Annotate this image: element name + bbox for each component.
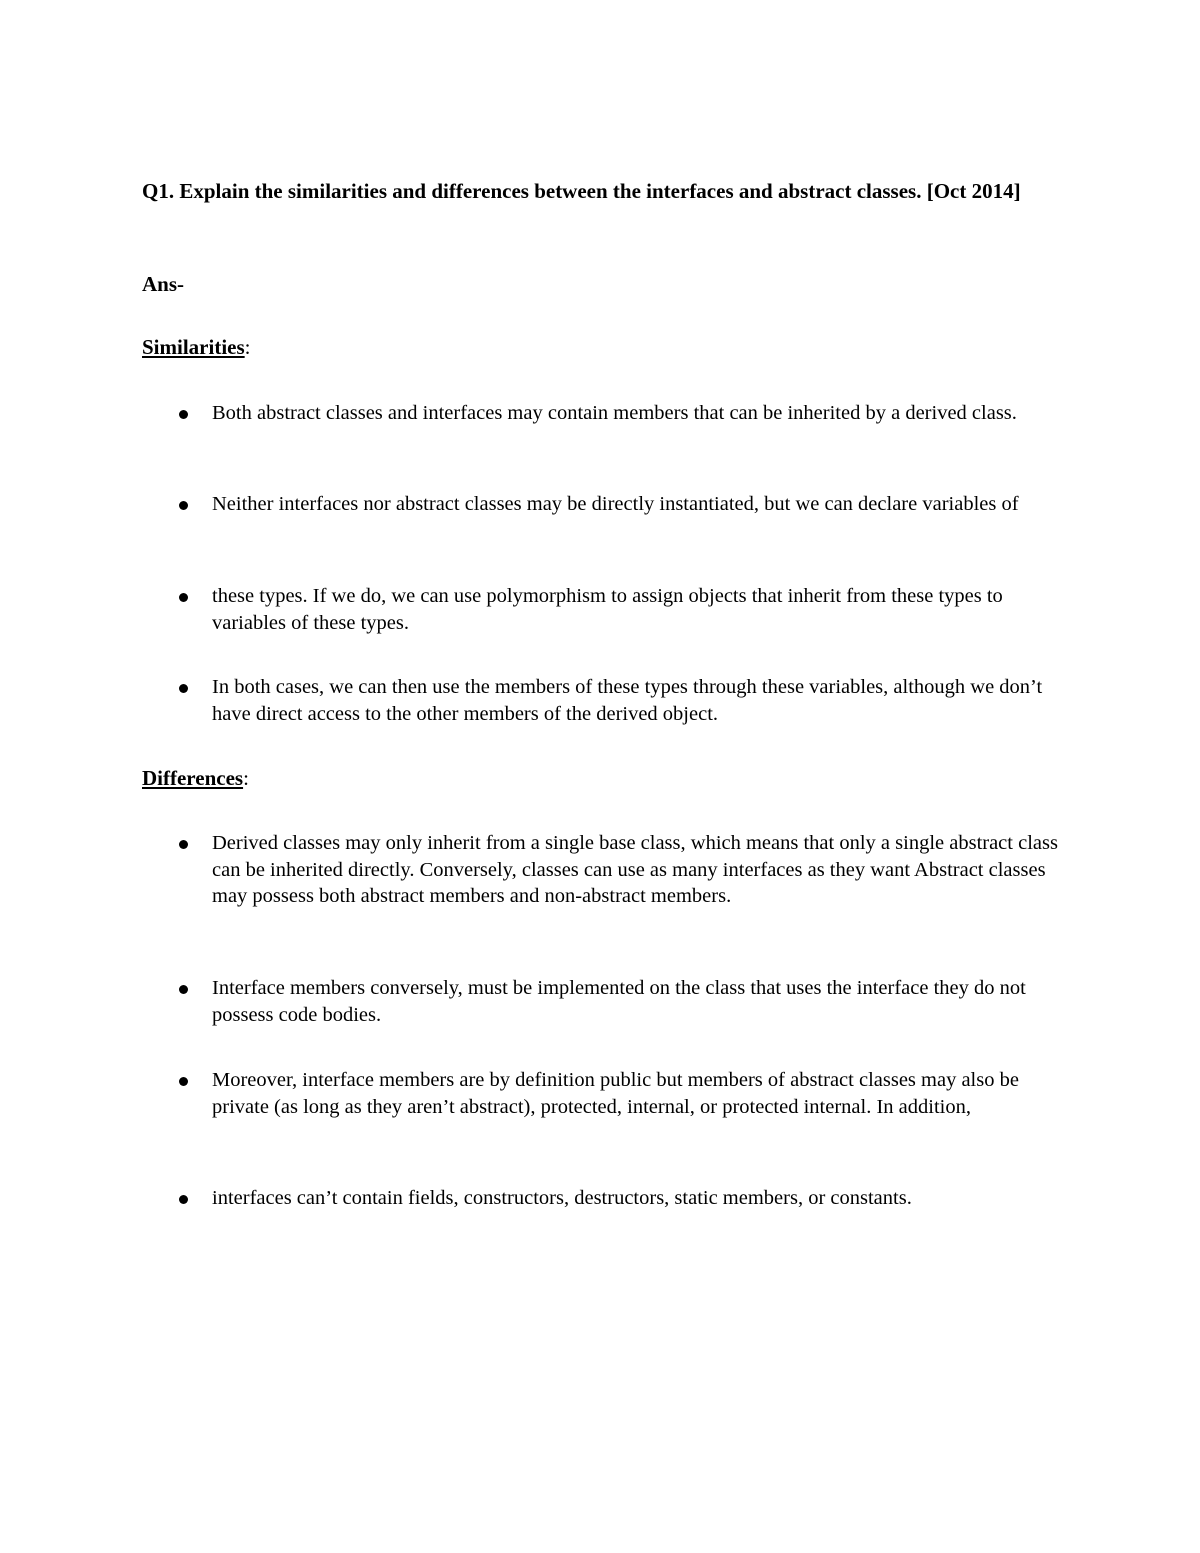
list-item-text: interfaces can’t contain fields, constructors, destructors, static members, or constants.	[212, 1187, 912, 1209]
similarities-heading-text: Similarities	[142, 335, 245, 359]
list-item-text: Interface members conversely, must be implemented on the class that uses the interface they do not possess code bodies.	[212, 977, 1026, 1026]
bullet-dot-icon	[179, 410, 188, 419]
similarities-heading	[142, 334, 251, 361]
differences-heading	[142, 765, 249, 792]
list-item-text: Both abstract classes and interfaces may contain members that can be inherited by a derived class.	[212, 402, 1017, 424]
list-item-text: In both cases, we can then use the members of these types through these variables, although we don’t have direct access to the other members of the derived object.	[212, 676, 1043, 725]
answer-label: Ans-	[142, 272, 185, 296]
bullet-dot-icon	[179, 1195, 188, 1204]
bullet-dot-icon	[179, 684, 188, 693]
bullet-dot-icon	[179, 501, 188, 510]
differences-heading-text: Differences	[142, 766, 244, 790]
bullet-dot-icon	[179, 840, 188, 849]
bullet-dot-icon	[179, 593, 188, 602]
list-item-text: these types. If we do, we can use polymorphism to assign objects that inherit from these types to variables of these types.	[212, 585, 1003, 634]
list-item-text: Derived classes may only inherit from a single base class, which means that only a single abstract class can be inherited directly. Conversely, classes can use as many interfaces as they want Abstract classes may possess both abstract members and non-abstract members.	[212, 832, 1058, 907]
list-item-text: Moreover, interface members are by definition public but members of abstract classes may also be private (as long as they aren’t abstract), protected, internal, or protected internal. In addition,	[212, 1069, 1019, 1118]
differences-heading-colon: :	[243, 766, 249, 790]
bullet-dot-icon	[179, 1077, 188, 1086]
bullet-dot-icon	[179, 985, 188, 994]
list-item-text: Neither interfaces nor abstract classes may be directly instantiated, but we can declare variables of	[212, 493, 1019, 515]
question-heading: Q1. Explain the similarities and differences between the interfaces and abstract classes. [Oct 2014]	[142, 179, 1021, 203]
similarities-heading-colon: :	[244, 335, 251, 359]
